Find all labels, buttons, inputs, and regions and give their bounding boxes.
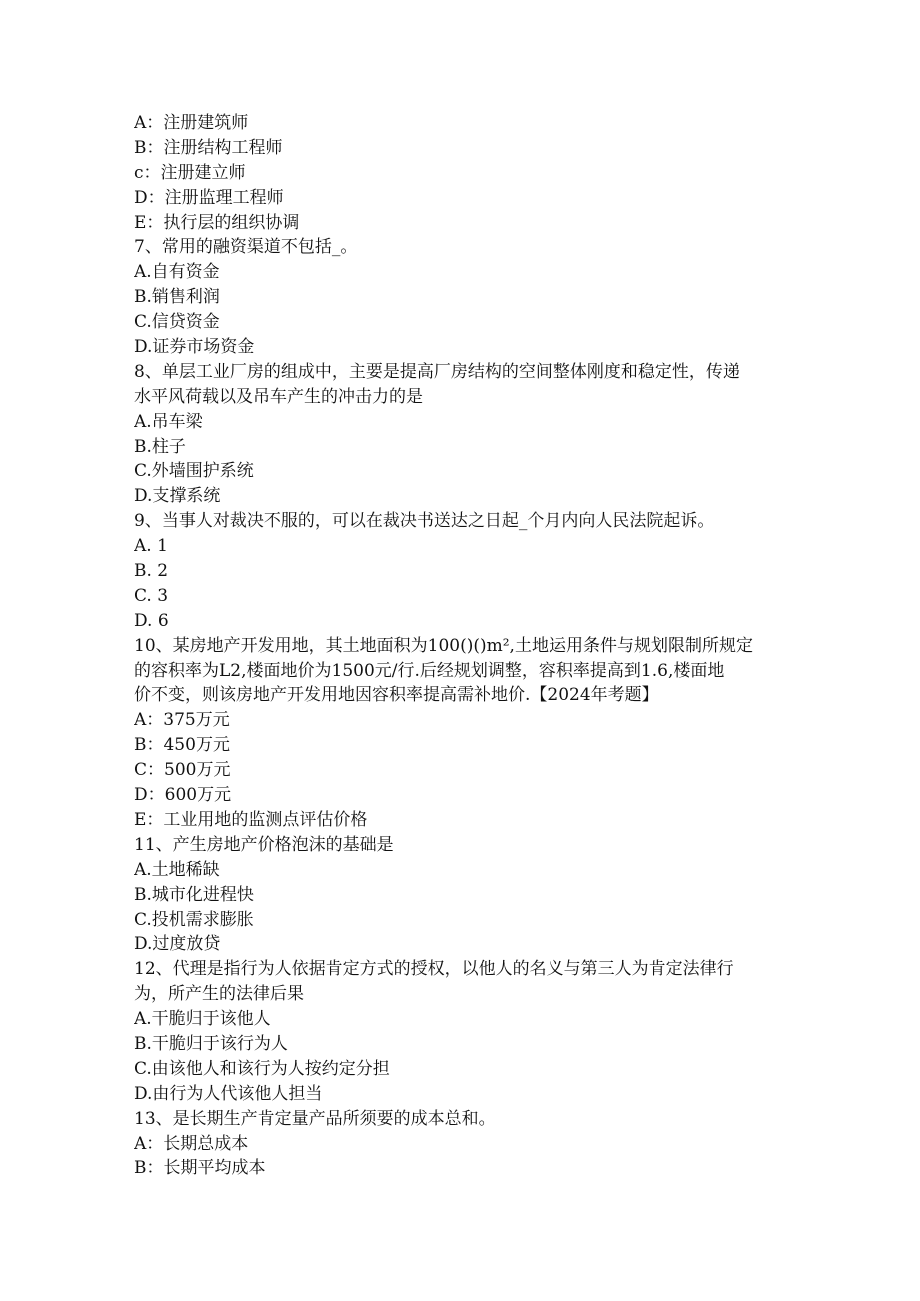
option-line: B.干脆归于该行为人 [134, 1033, 288, 1054]
option-line: B.销售利润 [134, 287, 220, 308]
option-line: B.柱子 [134, 436, 186, 457]
option-line: D. 6 [134, 610, 169, 631]
option-line: A.干脆归于该他人 [134, 1009, 271, 1030]
option-line: A.吊车梁 [134, 411, 203, 432]
question-12: 12、代理是指行为人依据肯定方式的授权，以他人的名义与第三人为肯定法律行 [134, 959, 734, 980]
question-9: 9、当事人对裁决不服的，可以在裁决书送达之日起_个月内向人民法院起诉。 [134, 511, 715, 532]
option-line: B. 2 [134, 561, 169, 582]
option-line: A.自有资金 [134, 262, 220, 283]
option-line: D：注册监理工程师 [134, 187, 284, 208]
option-line: C.投机需求膨胀 [134, 909, 254, 930]
option-line: B：注册结构工程师 [134, 137, 283, 158]
option-line: B：450万元 [134, 735, 230, 756]
option-line: A.土地稀缺 [134, 859, 220, 880]
question-11: 11、产生房地产价格泡沫的基础是 [134, 834, 394, 855]
option-line: D.过度放贷 [134, 934, 221, 955]
option-line: D：600万元 [134, 785, 232, 806]
option-line: A：375万元 [134, 710, 230, 731]
option-line: c：注册建立师 [134, 162, 246, 183]
question-13: 13、是长期生产肯定量产品所须要的成本总和。 [134, 1108, 496, 1129]
option-line: D.证券市场资金 [134, 337, 255, 358]
question-7: 7、常用的融资渠道不包括_。 [134, 237, 358, 258]
option-line: D.由行为人代该他人担当 [134, 1083, 323, 1104]
option-line: A：注册建筑师 [134, 113, 249, 133]
question-8: 8、单层工业厂房的组成中，主要是提高厂房结构的空间整体刚度和稳定性，传递 [134, 361, 740, 382]
option-line: C.外墙围护系统 [134, 461, 254, 482]
option-line: E：执行层的组织协调 [134, 212, 300, 233]
question-8-continued: 水平风荷载以及吊车产生的冲击力的是 [134, 386, 423, 407]
document-body [134, 111, 794, 1181]
option-line: C.由该他人和该行为人按约定分担 [134, 1058, 390, 1079]
option-line: C. 3 [134, 585, 169, 606]
option-line: D.支撑系统 [134, 486, 221, 507]
question-10-continued: 的容积率为L2,楼面地价为1500元/行.后经规划调整，容积率提高到1.6,楼面地 [134, 660, 725, 681]
question-10-continued: 价不变，则该房地产开发用地因容积率提高需补地价.【2024年考题】 [134, 685, 659, 706]
option-line: A. 1 [134, 536, 168, 557]
option-line: B.城市化进程快 [134, 884, 254, 905]
question-10: 10、某房地产开发用地，其土地面积为100()()m²,土地运用条件与规划限制所规定 [134, 635, 753, 656]
option-line: A：长期总成本 [134, 1133, 249, 1154]
option-line: C：500万元 [134, 760, 231, 781]
option-line: E：工业用地的监测点评估价格 [134, 809, 368, 830]
option-line: C.信贷资金 [134, 312, 220, 333]
option-line: B：长期平均成本 [134, 1158, 266, 1179]
question-12-continued: 为，所产生的法律后果 [134, 984, 304, 1005]
